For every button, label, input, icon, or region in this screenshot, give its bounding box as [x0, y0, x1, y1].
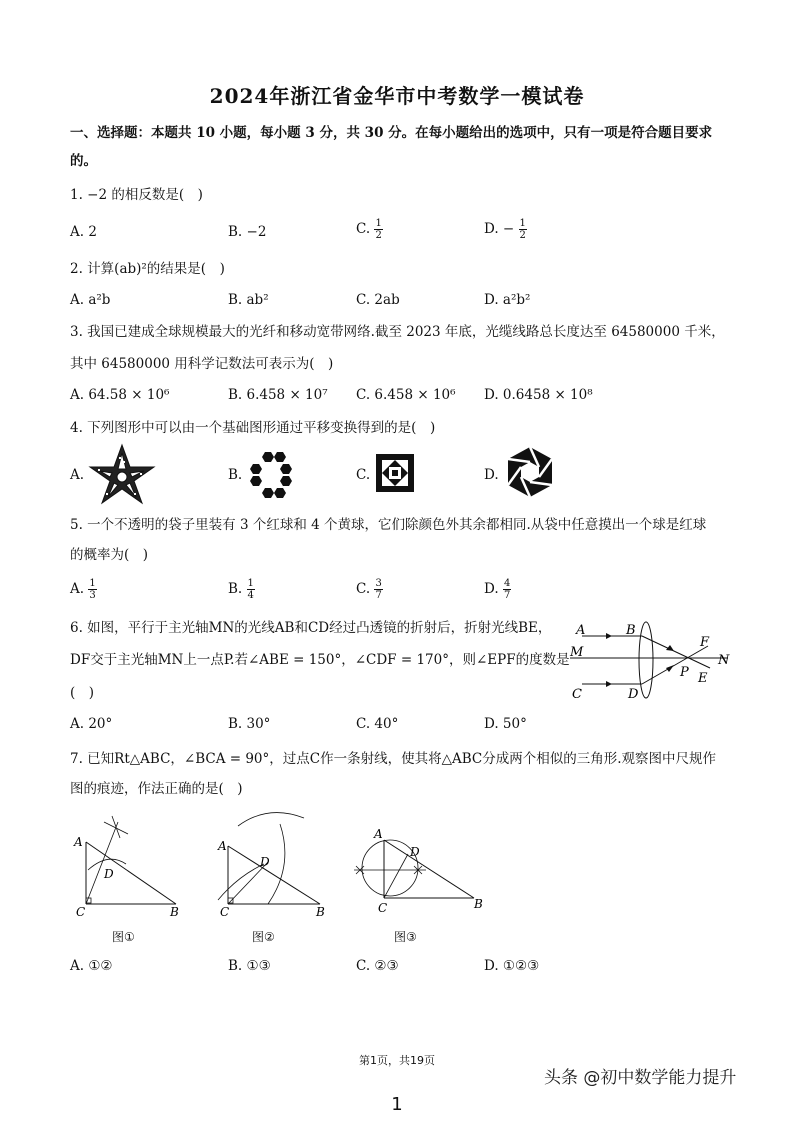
watermark: 头条 @初中数学能力提升: [544, 1068, 737, 1088]
q7-option-b: B. ①③: [228, 958, 271, 974]
q5-option-b-numerator: 1: [247, 578, 254, 589]
fig1-label-a: A: [74, 835, 83, 849]
q1-option-b: B. −2: [228, 224, 267, 240]
fig2-label-a: A: [218, 839, 227, 853]
q1-option-d-prefix: D. −: [484, 221, 515, 237]
q6-label-c: C: [572, 687, 582, 702]
q6-stem-line1: 6. 如图，平行于主光轴MN的光线AB和CD经过凸透镜的折射后，折射光线BE，: [70, 620, 552, 636]
fig3-label-c: C: [378, 901, 388, 915]
q5-stem-line2: 的概率为( ): [70, 547, 149, 563]
q5-option-b-fraction: [247, 578, 255, 601]
q5-option-d-denominator: 7: [503, 590, 511, 601]
q1-option-d-denominator: 2: [519, 230, 526, 241]
q6-label-b: B: [626, 623, 636, 638]
q6-label-n: N: [718, 653, 730, 668]
q5-option-c-fraction: [374, 578, 382, 601]
q5-option-d-numerator: 4: [503, 578, 511, 589]
q7-figure-3: [350, 826, 490, 918]
q2-option-a: A. a²b: [70, 292, 111, 308]
page-footer: 第1页，共19页: [359, 1054, 435, 1067]
page-number: 1: [391, 1094, 403, 1115]
q4-figure-c-square-pattern: [374, 452, 416, 494]
q2-option-b: B. ab²: [228, 292, 269, 308]
q5-option-d-prefix: D.: [484, 581, 499, 597]
q7-caption-1: 图①: [112, 930, 135, 944]
q6-option-d: D. 50°: [484, 716, 527, 732]
q5-option-b-denominator: 4: [247, 590, 254, 601]
q1-option-d-fraction: [519, 218, 527, 241]
q4-option-d: D.: [484, 467, 499, 483]
q3-stem-line2: 其中 64580000 用科学记数法可表示为( ): [70, 356, 334, 372]
q7-option-c: C. ②③: [356, 958, 399, 974]
q4-figure-a-pinwheel: [88, 443, 156, 505]
q5-option-b-prefix: B.: [228, 581, 243, 597]
fig2-label-b: B: [316, 905, 325, 918]
q2-option-c: C. 2ab: [356, 292, 400, 308]
q3-option-d: D. 0.6458 × 10⁸: [484, 387, 593, 403]
q7-caption-3: 图③: [394, 930, 417, 944]
q6-label-e: E: [698, 671, 708, 686]
q5-stem-line1: 5. 一个不透明的袋子里装有 3 个红球和 4 个黄球，它们除颜色外其余都相同.从袋中任意摸出一个球是红球: [70, 517, 707, 533]
q1-option-c: [356, 218, 383, 241]
fig2-label-c: C: [220, 905, 230, 918]
q6-label-p: P: [680, 665, 689, 680]
fig3-label-b: B: [474, 897, 483, 911]
q7-stem-line1: 7. 已知Rt△ABC，∠BCA = 90°，过点C作一条射线，使其将△ABC分成两个相似的三角形.观察图中尺规作: [70, 751, 717, 767]
q1-option-c-fraction: [374, 218, 382, 241]
q6-label-f: F: [700, 635, 710, 650]
q3-option-c: C. 6.458 × 10⁶: [356, 387, 456, 403]
q5-option-a-denominator: 3: [89, 590, 96, 601]
q7-stem-line2: 图的痕迹，作法正确的是( ): [70, 781, 243, 797]
q5-option-d: [484, 578, 511, 601]
fig1-label-b: B: [170, 905, 179, 918]
q3-option-a: A. 64.58 × 10⁶: [70, 387, 170, 403]
q6-option-b: B. 30°: [228, 716, 271, 732]
q4-stem: 4. 下列图形中可以由一个基础图形通过平移变换得到的是( ): [70, 420, 436, 436]
q6-label-m: M: [570, 645, 584, 660]
q5-option-c-denominator: 7: [375, 590, 382, 601]
q6-stem-line2: DF交于主光轴MN上一点P.若∠ABE = 150°，∠CDF = 170°，则∠EPF的度数是: [70, 652, 570, 668]
fig2-label-d: D: [260, 855, 270, 869]
q5-option-c-numerator: 3: [375, 578, 382, 589]
q4-option-c: C.: [356, 467, 371, 483]
q2-option-d: D. a²b²: [484, 292, 531, 308]
q5-option-c-prefix: C.: [356, 581, 371, 597]
section-heading: 一、选择题：本题共 10 小题，每小题 3 分，共 30 分。在每小题给出的选项中，只有一项是符合题目要求: [70, 125, 713, 141]
q5-option-b: [228, 578, 255, 601]
q7-figure-1: [68, 808, 194, 918]
q4-option-b: B.: [228, 467, 243, 483]
q4-figure-b-hexagons: [244, 450, 298, 500]
q1-option-d: [484, 218, 527, 241]
q5-option-a: [70, 578, 97, 601]
q1-option-c-prefix: C.: [356, 221, 371, 237]
q1-option-c-denominator: 2: [375, 230, 382, 241]
q1-option-d-numerator: 1: [519, 218, 526, 229]
q6-stem-line3: ( ): [70, 685, 95, 701]
q6-option-a: A. 20°: [70, 716, 113, 732]
q7-caption-2: 图②: [252, 930, 275, 944]
q5-option-a-numerator: 1: [89, 578, 96, 589]
q6-option-c: C. 40°: [356, 716, 399, 732]
fig1-label-d: D: [104, 867, 114, 881]
q2-stem: 2. 计算(ab)²的结果是( ): [70, 261, 225, 277]
q5-option-a-prefix: A.: [70, 581, 85, 597]
q5-option-d-fraction: [503, 578, 511, 601]
q6-lens-diagram: [562, 616, 742, 706]
q1-option-c-numerator: 1: [375, 218, 382, 229]
q7-option-a: A. ①②: [70, 958, 113, 974]
q5-option-c: [356, 578, 383, 601]
page-title: 2024年浙江省金华市中考数学一模试卷: [209, 84, 585, 108]
q6-label-d: D: [628, 687, 639, 702]
q6-label-a: A: [576, 623, 586, 638]
q3-stem-line1: 3. 我国已建成全球规模最大的光纤和移动宽带网络.截至 2023 年底，光缆线路总长度达至 64580000 千米，: [70, 324, 725, 340]
q1-option-a: A. 2: [70, 224, 97, 240]
q4-figure-d-aperture: [504, 446, 556, 498]
q3-option-b: B. 6.458 × 10⁷: [228, 387, 328, 403]
q4-option-a: A.: [70, 467, 85, 483]
fig3-label-a: A: [374, 827, 383, 841]
section-heading-cont: 的。: [70, 153, 97, 169]
q7-option-d: D. ①②③: [484, 958, 540, 974]
q7-figure-2: [208, 806, 338, 918]
fig1-label-c: C: [76, 905, 86, 918]
q5-option-a-fraction: [88, 578, 96, 601]
fig3-label-d: D: [410, 845, 420, 859]
q1-stem: 1. −2 的相反数是( ): [70, 187, 203, 203]
